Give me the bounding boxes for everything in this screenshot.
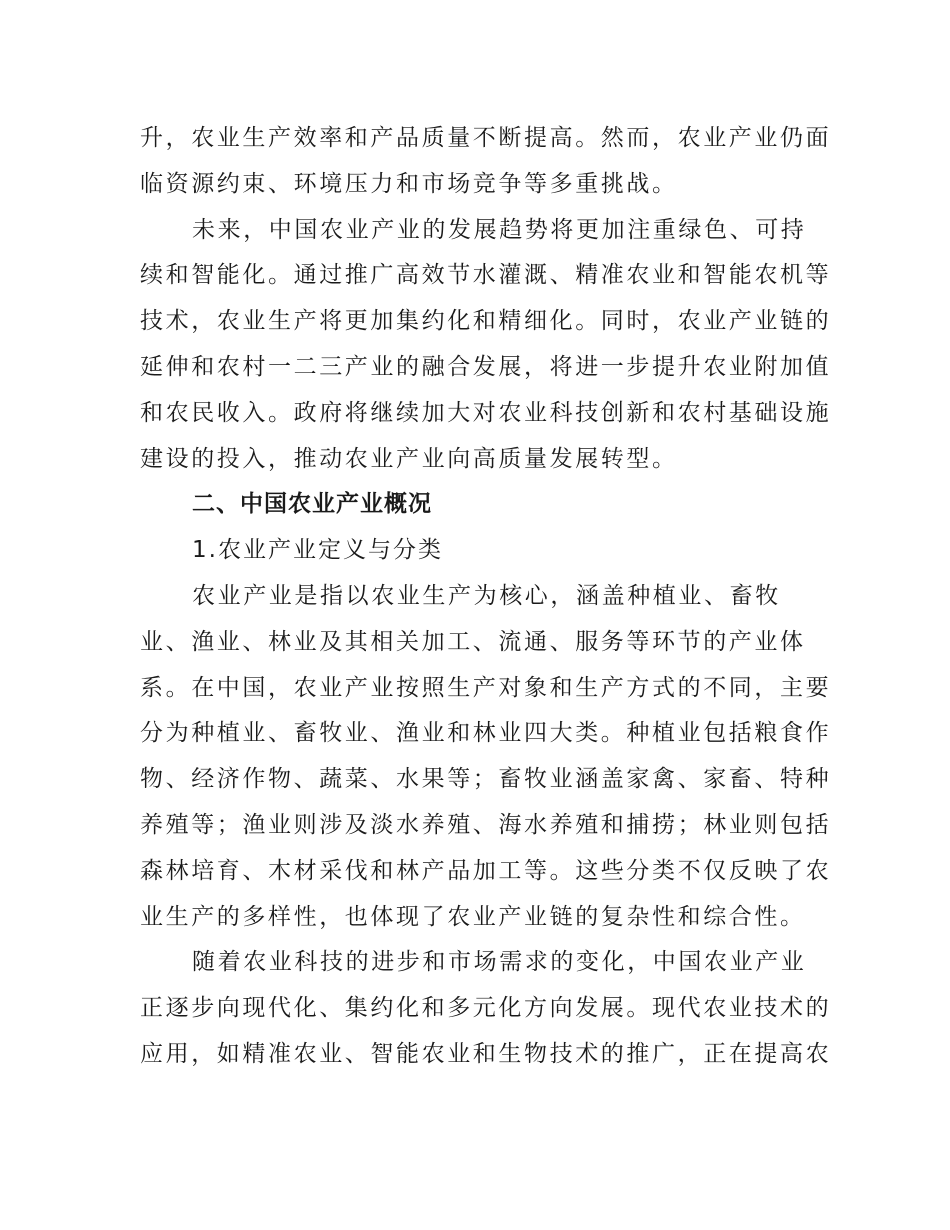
text-line: 农业产业是指以农业生产为核心，涵盖种植业、畜牧: [192, 582, 781, 609]
subsection-heading: [140, 528, 816, 574]
text-line: 业、渔业、林业及其相关加工、流通、服务等环节的产业体: [140, 628, 806, 655]
text-line: 正逐步向现代化、集约化和多元化方向发展。现代农业技术的: [140, 995, 832, 1022]
text-line: 临资源约束、环境压力和市场竞争等多重挑战。: [140, 170, 678, 197]
text-line: 养殖等；渔业则涉及淡水养殖、海水养殖和捕捞；林业则包括: [140, 811, 832, 838]
text-line: 建设的投入，推动农业产业向高质量发展转型。: [140, 445, 678, 472]
text-line: 技术，农业生产将更加集约化和精细化。同时，农业产业链的: [140, 308, 832, 335]
paragraph-definition: [140, 574, 832, 940]
text-line: 和农民收入。政府将继续加大对农业科技创新和农村基础设施: [140, 399, 832, 426]
paragraph-continuation: [140, 116, 832, 208]
document-body: [140, 116, 832, 1078]
text-line: 业生产的多样性，也体现了农业产业链的复杂性和综合性。: [140, 903, 806, 930]
text-line: 系。在中国，农业产业按照生产对象和生产方式的不同，主要: [140, 674, 832, 701]
paragraph-modernization: [140, 940, 832, 1077]
text-line: 未来，中国农业产业的发展趋势将更加注重绿色、可持: [192, 216, 807, 243]
text-line: 随着农业科技的进步和市场需求的变化，中国农业产业: [192, 949, 807, 976]
text-line: 森林培育、木材采伐和林产品加工等。这些分类不仅反映了农: [140, 857, 832, 884]
text-line: 应用，如精准农业、智能农业和生物技术的推广，正在提高农: [140, 1040, 832, 1067]
section-heading-text: 二、中国农业产业概况: [192, 491, 432, 518]
text-line: 物、经济作物、蔬菜、水果等；畜牧业涵盖家禽、家畜、特种: [140, 766, 832, 793]
text-line: 分为种植业、畜牧业、渔业和林业四大类。种植业包括粮食作: [140, 720, 832, 747]
subsection-heading-text: 1.农业产业定义与分类: [192, 537, 443, 564]
text-line: 升，农业生产效率和产品质量不断提高。然而，农业产业仍面: [140, 125, 832, 151]
text-line: 延伸和农村一二三产业的融合发展，将进一步提升农业附加值: [140, 353, 832, 380]
paragraph-future-trends: [140, 208, 832, 483]
section-heading: [140, 482, 816, 528]
text-line: 续和智能化。通过推广高效节水灌溉、精准农业和智能农机等: [140, 262, 832, 289]
